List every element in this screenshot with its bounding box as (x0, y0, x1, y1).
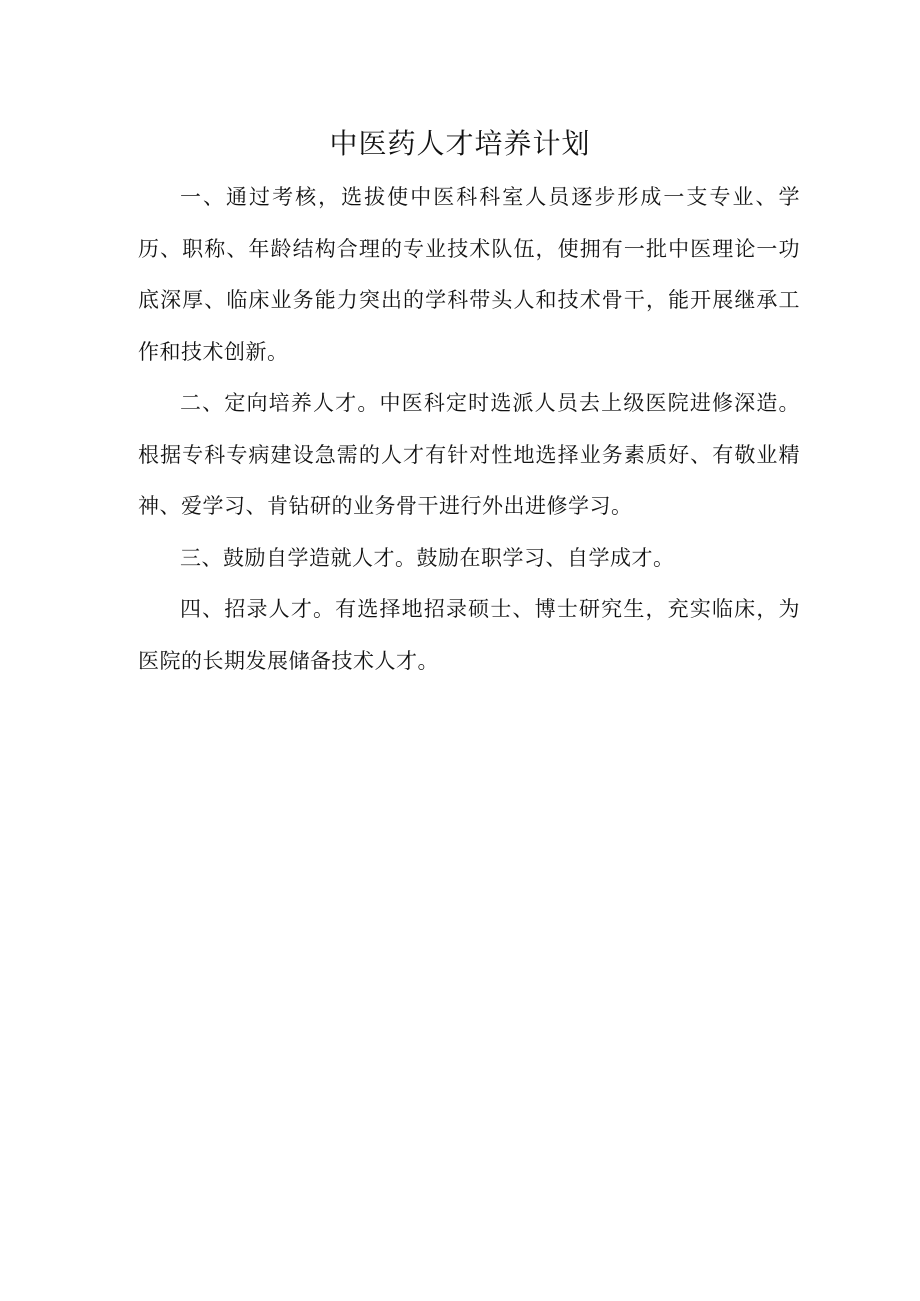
paragraph-3: 三、鼓励自学造就人才。鼓励在职学习、自学成才。 (180, 545, 675, 570)
paragraph-1: 一、通过考核，选拔使中医科科室人员逐步形成一支专业、学历、职称、年龄结构合理的专业技术队伍，使拥有一批中医理论一功底深厚、临床业务能力突出的学科带头人和技术骨干，能开展继承工作和技术创新。 (138, 185, 800, 364)
paragraph-2: 二、定向培养人才。中医科定时选派人员去上级医院进修深造。根据专科专病建设急需的人才有针对性地选择业务素质好、有敬业精神、爱学习、肯钻研的业务骨干进行外出进修学习。 (138, 391, 800, 518)
document-body (138, 172, 800, 687)
paragraph-4: 四、招录人才。有选择地招录硕士、博士研究生，充实临床，为医院的长期发展储备技术人才。 (138, 597, 800, 673)
document-title: 中医药人才培养计划 (329, 127, 591, 160)
